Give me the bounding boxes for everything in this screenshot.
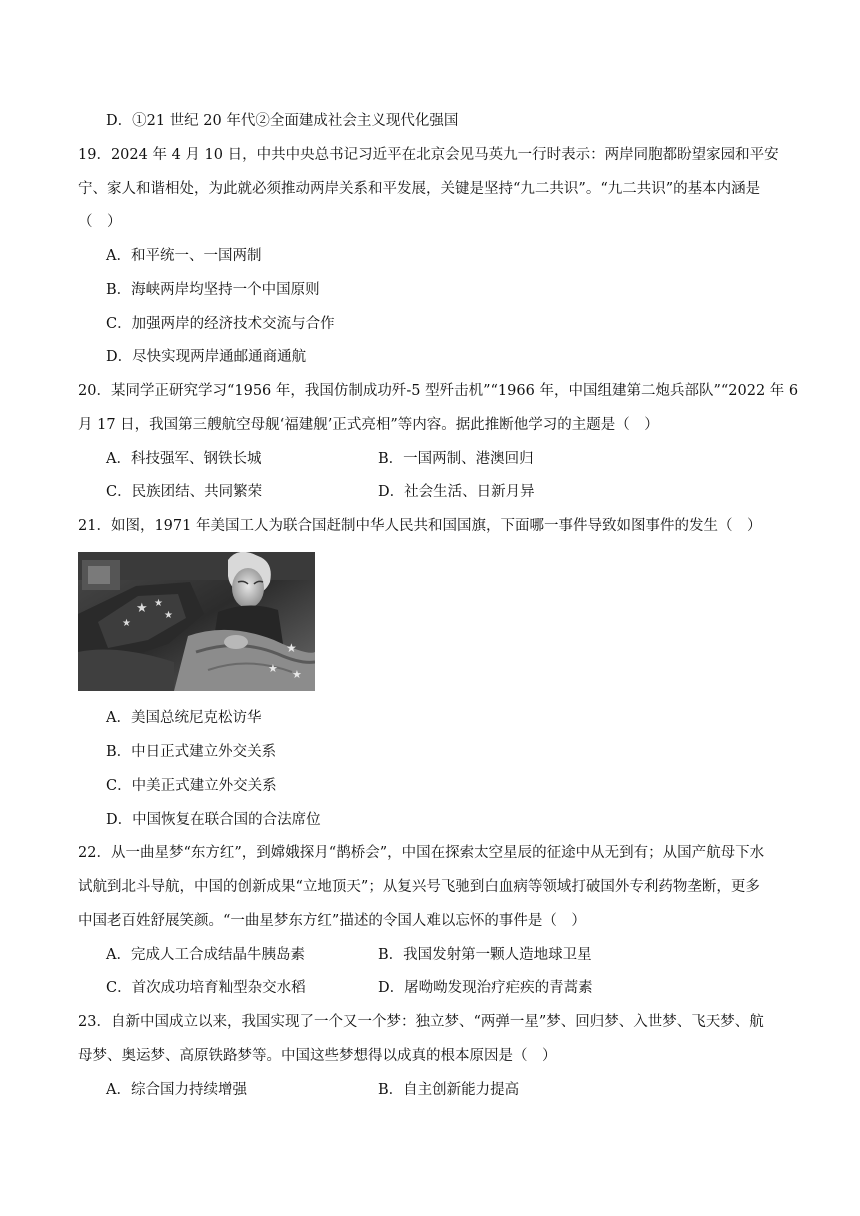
q18-option-d: D．①21 世纪 20 年代②全面建成社会主义现代化强国 xyxy=(106,113,459,129)
q21-option-d: D．中国恢复在联合国的合法席位 xyxy=(106,812,321,828)
flag-sewing-photo xyxy=(78,552,315,691)
q20-stem-line-2: 月 17 日，我国第三艘航空母舰‘福建舰’正式亮相”等内容。据此推断他学习的主题是（ ） xyxy=(78,417,659,433)
q19-stem-line-2: 宁、家人和谐相处，为此就必须推动两岸关系和平发展，关键是坚持“九二共识”。“九二共识”的基本内涵是 xyxy=(78,181,761,197)
q20-option-c: C．民族团结、共同繁荣 xyxy=(106,484,263,500)
q19-stem-line-1: 19．2024 年 4 月 10 日，中共中央总书记习近平在北京会见马英九一行时表示：两岸同胞都盼望家园和平安 xyxy=(78,147,779,163)
svg-text:★: ★ xyxy=(122,618,131,629)
q23-stem-line-2: 母梦、奥运梦、高原铁路梦等。中国这些梦想得以成真的根本原因是（ ） xyxy=(78,1048,557,1064)
q23-stem-line-1: 23．自新中国成立以来，我国实现了一个又一个梦：独立梦、“两弹一星”梦、回归梦、入世梦、飞天梦、航 xyxy=(78,1014,764,1030)
svg-text:★: ★ xyxy=(268,662,278,675)
q23-option-b: B．自主创新能力提高 xyxy=(378,1082,520,1098)
svg-text:★: ★ xyxy=(164,610,173,621)
q22-option-c: C．首次成功培育籼型杂交水稻 xyxy=(106,980,306,996)
q22-option-d: D．屠呦呦发现治疗疟疾的青蒿素 xyxy=(378,980,593,996)
q22-stem-line-2: 试航到北斗导航，中国的创新成果“立地顶天”；从复兴号飞驰到白血病等领域打破国外专利药物垄断，更多 xyxy=(78,879,760,895)
q22-option-a: A．完成人工合成结晶牛胰岛素 xyxy=(106,947,305,963)
q21-option-b: B．中日正式建立外交关系 xyxy=(106,744,277,760)
q19-stem-line-3: （ ） xyxy=(78,214,122,230)
svg-text:★: ★ xyxy=(154,598,163,609)
q22-stem-line-1: 22．从一曲星梦“东方红”，到嫦娥探月“鹊桥会”，中国在探索太空星辰的征途中从无到有；从国产航母下水 xyxy=(78,845,765,861)
q22-option-b: B．我国发射第一颗人造地球卫星 xyxy=(378,947,592,963)
q21-stem-line-1: 21．如图，1971 年美国工人为联合国赶制中华人民共和国国旗，下面哪一事件导致如图事件的发生（ ） xyxy=(78,518,762,534)
q21-option-a: A．美国总统尼克松访华 xyxy=(106,710,262,726)
svg-text:★: ★ xyxy=(286,641,297,655)
svg-text:★: ★ xyxy=(136,601,148,616)
q20-stem-line-1: 20．某同学正研究学习“1956 年，我国仿制成功歼-5 型歼击机”“1966 年，中国组建第二炮兵部队”“2022 年 6 xyxy=(78,383,799,399)
svg-text:★: ★ xyxy=(292,668,302,681)
q21-option-c: C．中美正式建立外交关系 xyxy=(106,778,277,794)
q19-option-c: C．加强两岸的经济技术交流与合作 xyxy=(106,316,335,332)
q19-option-a: A．和平统一、一国两制 xyxy=(106,248,262,264)
q20-option-b: B．一国两制、港澳回归 xyxy=(378,451,534,467)
q20-option-d: D．社会生活、日新月异 xyxy=(378,484,535,500)
q19-option-d: D．尽快实现两岸通邮通商通航 xyxy=(106,349,307,365)
q22-stem-line-3: 中国老百姓舒展笑颜。“一曲星梦东方红”描述的令国人难以忘怀的事件是（ ） xyxy=(78,913,586,929)
q19-option-b: B．海峡两岸均坚持一个中国原则 xyxy=(106,282,320,298)
q23-option-a: A．综合国力持续增强 xyxy=(106,1082,247,1098)
q20-option-a: A．科技强军、钢铁长城 xyxy=(106,451,262,467)
